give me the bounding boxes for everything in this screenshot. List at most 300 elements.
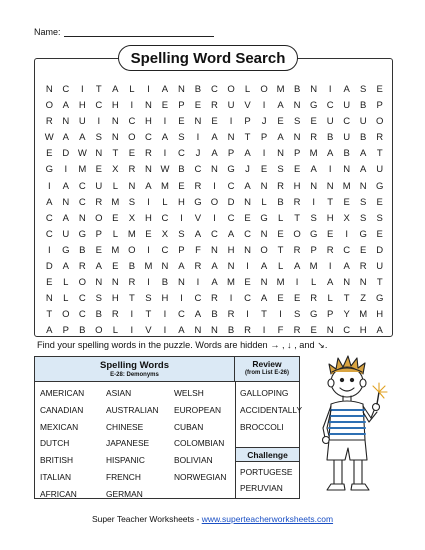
- grid-letter[interactable]: I: [147, 277, 150, 289]
- grid-letter[interactable]: U: [326, 116, 334, 128]
- grid-letter[interactable]: A: [343, 84, 350, 95]
- grid-letter[interactable]: A: [62, 100, 69, 112]
- grid-letter[interactable]: L: [112, 180, 118, 192]
- grid-letter[interactable]: G: [260, 212, 268, 224]
- grid-letter[interactable]: N: [211, 325, 218, 337]
- grid-letter[interactable]: N: [178, 84, 185, 95]
- grid-letter[interactable]: A: [360, 164, 367, 176]
- grid-letter[interactable]: L: [63, 293, 69, 305]
- grid-letter[interactable]: O: [78, 277, 86, 289]
- grid-letter[interactable]: V: [145, 325, 152, 337]
- grid-letter[interactable]: X: [112, 164, 119, 176]
- grid-letter[interactable]: A: [62, 261, 69, 273]
- grid-letter[interactable]: L: [162, 196, 168, 208]
- grid-letter[interactable]: A: [227, 228, 235, 240]
- grid-letter[interactable]: J: [261, 116, 267, 128]
- grid-letter[interactable]: R: [144, 148, 152, 160]
- grid-letter[interactable]: I: [80, 84, 84, 95]
- grid-letter[interactable]: I: [328, 164, 332, 176]
- grid-letter[interactable]: C: [161, 212, 169, 224]
- grid-letter[interactable]: A: [211, 132, 218, 144]
- grid-letter[interactable]: A: [62, 212, 69, 224]
- grid-letter[interactable]: N: [227, 132, 235, 144]
- grid-letter[interactable]: P: [293, 148, 301, 160]
- grid-letter[interactable]: R: [211, 293, 218, 305]
- grid-letter[interactable]: R: [310, 132, 318, 144]
- grid-letter[interactable]: G: [78, 228, 86, 240]
- grid-letter[interactable]: E: [376, 84, 383, 95]
- grid-letter[interactable]: N: [95, 148, 103, 160]
- grid-letter[interactable]: B: [293, 84, 301, 95]
- grid-letter[interactable]: C: [178, 309, 185, 321]
- grid-letter[interactable]: O: [227, 84, 235, 95]
- grid-letter[interactable]: N: [260, 180, 268, 192]
- grid-letter[interactable]: E: [244, 212, 251, 224]
- grid-letter[interactable]: V: [194, 212, 202, 224]
- grid-letter[interactable]: I: [147, 84, 150, 95]
- grid-letter[interactable]: B: [194, 84, 202, 95]
- grid-letter[interactable]: H: [161, 293, 169, 305]
- grid-letter[interactable]: O: [128, 132, 136, 144]
- grid-letter[interactable]: M: [276, 84, 285, 95]
- grid-letter[interactable]: U: [227, 100, 235, 112]
- grid-letter[interactable]: E: [343, 196, 350, 208]
- grid-letter[interactable]: S: [360, 212, 367, 224]
- grid-letter[interactable]: L: [327, 293, 333, 305]
- grid-letter[interactable]: R: [194, 180, 202, 192]
- grid-letter[interactable]: N: [244, 244, 251, 256]
- grid-letter[interactable]: H: [144, 212, 152, 224]
- grid-letter[interactable]: A: [277, 132, 284, 144]
- grid-letter[interactable]: C: [343, 116, 351, 128]
- grid-letter[interactable]: I: [130, 325, 134, 337]
- grid-letter[interactable]: E: [46, 148, 53, 160]
- grid-letter[interactable]: A: [244, 148, 251, 160]
- grid-letter[interactable]: C: [78, 293, 86, 305]
- grid-letter[interactable]: T: [128, 293, 135, 305]
- grid-letter[interactable]: G: [376, 293, 384, 305]
- grid-letter[interactable]: O: [293, 228, 301, 240]
- grid-letter[interactable]: C: [78, 309, 86, 321]
- grid-letter[interactable]: H: [111, 100, 119, 112]
- grid-letter[interactable]: C: [144, 132, 152, 144]
- grid-letter[interactable]: S: [293, 116, 301, 128]
- grid-letter[interactable]: A: [326, 148, 334, 160]
- grid-letter[interactable]: S: [360, 84, 367, 95]
- grid-letter[interactable]: A: [211, 261, 218, 273]
- grid-letter[interactable]: R: [128, 277, 136, 289]
- grid-letter[interactable]: O: [260, 84, 268, 95]
- grid-letter[interactable]: I: [47, 180, 51, 192]
- grid-letter[interactable]: E: [277, 116, 284, 128]
- grid-letter[interactable]: M: [359, 309, 368, 321]
- grid-letter[interactable]: H: [227, 244, 235, 256]
- grid-letter[interactable]: C: [45, 212, 53, 224]
- grid-letter[interactable]: N: [111, 277, 119, 289]
- grid-letter[interactable]: C: [45, 228, 53, 240]
- grid-letter[interactable]: P: [244, 116, 251, 128]
- grid-letter[interactable]: M: [127, 228, 136, 240]
- grid-letter[interactable]: N: [227, 261, 235, 273]
- grid-letter[interactable]: I: [345, 228, 348, 240]
- grid-letter[interactable]: X: [161, 228, 169, 240]
- grid-letter[interactable]: J: [195, 148, 201, 160]
- grid-letter[interactable]: H: [293, 180, 301, 192]
- grid-letter[interactable]: A: [211, 148, 218, 160]
- grid-letter[interactable]: T: [294, 212, 301, 224]
- grid-letter[interactable]: N: [293, 100, 301, 112]
- grid-letter[interactable]: A: [46, 196, 53, 208]
- grid-letter[interactable]: A: [343, 261, 350, 273]
- grid-letter[interactable]: D: [376, 244, 384, 256]
- grid-letter[interactable]: I: [328, 84, 332, 95]
- grid-letter[interactable]: N: [310, 180, 318, 192]
- grid-letter[interactable]: Z: [360, 293, 367, 305]
- grid-letter[interactable]: H: [178, 196, 185, 208]
- grid-letter[interactable]: N: [144, 100, 152, 112]
- grid-letter[interactable]: S: [360, 196, 367, 208]
- grid-letter[interactable]: S: [178, 228, 185, 240]
- grid-letter[interactable]: H: [78, 100, 86, 112]
- grid-letter[interactable]: N: [359, 180, 367, 192]
- grid-letter[interactable]: R: [359, 261, 367, 273]
- grid-letter[interactable]: G: [45, 164, 53, 176]
- grid-letter[interactable]: A: [161, 84, 169, 95]
- grid-letter[interactable]: C: [62, 84, 70, 95]
- grid-letter[interactable]: E: [293, 293, 301, 305]
- grid-letter[interactable]: M: [144, 261, 153, 273]
- grid-letter[interactable]: E: [112, 212, 119, 224]
- grid-letter[interactable]: E: [326, 228, 334, 240]
- grid-letter[interactable]: G: [359, 228, 367, 240]
- grid-letter[interactable]: O: [210, 196, 219, 208]
- grid-letter[interactable]: S: [293, 309, 301, 321]
- grid-letter[interactable]: G: [194, 196, 202, 208]
- grid-letter[interactable]: S: [310, 212, 317, 224]
- grid-letter[interactable]: R: [277, 180, 285, 192]
- grid-letter[interactable]: D: [45, 261, 53, 273]
- grid-letter[interactable]: N: [128, 180, 136, 192]
- grid-letter[interactable]: N: [45, 293, 53, 305]
- grid-letter[interactable]: E: [161, 100, 169, 112]
- grid-letter[interactable]: U: [376, 164, 384, 176]
- grid-letter[interactable]: N: [161, 261, 169, 273]
- grid-letter[interactable]: N: [211, 244, 218, 256]
- grid-letter[interactable]: E: [360, 244, 367, 256]
- grid-letter[interactable]: I: [147, 244, 150, 256]
- grid-letter[interactable]: E: [310, 325, 317, 337]
- grid-letter[interactable]: I: [262, 325, 266, 337]
- grid-letter[interactable]: R: [244, 325, 251, 337]
- grid-letter[interactable]: A: [95, 261, 102, 273]
- grid-letter[interactable]: A: [360, 148, 367, 160]
- grid-letter[interactable]: N: [62, 116, 70, 128]
- grid-letter[interactable]: C: [211, 228, 218, 240]
- grid-letter[interactable]: P: [310, 244, 317, 256]
- grid-letter[interactable]: U: [343, 100, 351, 112]
- grid-letter[interactable]: S: [145, 293, 152, 305]
- grid-letter[interactable]: A: [277, 100, 284, 112]
- grid-letter[interactable]: R: [293, 325, 301, 337]
- grid-letter[interactable]: P: [62, 325, 69, 337]
- grid-letter[interactable]: N: [260, 277, 268, 289]
- grid-letter[interactable]: C: [78, 196, 86, 208]
- grid-letter[interactable]: B: [360, 100, 367, 112]
- grid-letter[interactable]: C: [161, 244, 169, 256]
- grid-letter[interactable]: D: [227, 196, 235, 208]
- grid-letter[interactable]: U: [78, 116, 86, 128]
- grid-letter[interactable]: I: [180, 293, 183, 305]
- grid-letter[interactable]: N: [326, 180, 334, 192]
- grid-letter[interactable]: L: [244, 84, 251, 95]
- grid-letter[interactable]: I: [229, 293, 233, 305]
- grid-letter[interactable]: R: [128, 164, 136, 176]
- grid-letter[interactable]: C: [326, 100, 334, 112]
- grid-letter[interactable]: O: [376, 116, 384, 128]
- grid-letter[interactable]: N: [62, 196, 70, 208]
- grid-letter[interactable]: I: [163, 116, 167, 128]
- grid-letter[interactable]: T: [145, 309, 152, 321]
- grid-letter[interactable]: H: [359, 325, 367, 337]
- grid-letter[interactable]: L: [277, 212, 284, 224]
- grid-letter[interactable]: B: [95, 309, 102, 321]
- grid-letter[interactable]: N: [78, 212, 86, 224]
- grid-letter[interactable]: A: [145, 180, 152, 192]
- grid-letter[interactable]: Y: [343, 309, 350, 321]
- grid-letter[interactable]: T: [95, 84, 102, 95]
- grid-letter[interactable]: O: [45, 100, 53, 112]
- grid-letter[interactable]: I: [262, 148, 266, 160]
- grid-letter[interactable]: N: [310, 84, 318, 95]
- grid-letter[interactable]: E: [376, 228, 383, 240]
- grid-letter[interactable]: E: [260, 164, 268, 176]
- grid-letter[interactable]: D: [62, 148, 70, 160]
- grid-letter[interactable]: C: [227, 180, 235, 192]
- grid-letter[interactable]: A: [46, 325, 53, 337]
- grid-letter[interactable]: C: [343, 244, 351, 256]
- grid-letter[interactable]: T: [277, 244, 284, 256]
- grid-letter[interactable]: U: [95, 180, 103, 192]
- grid-letter[interactable]: X: [343, 212, 350, 224]
- grid-letter[interactable]: E: [112, 261, 119, 273]
- grid-letter[interactable]: O: [128, 244, 136, 256]
- grid-letter[interactable]: N: [45, 84, 53, 95]
- grid-letter[interactable]: T: [376, 277, 383, 289]
- grid-letter[interactable]: E: [194, 100, 202, 112]
- grid-letter[interactable]: N: [359, 277, 367, 289]
- grid-letter[interactable]: S: [376, 212, 383, 224]
- grid-letter[interactable]: R: [194, 261, 202, 273]
- grid-letter[interactable]: B: [343, 148, 350, 160]
- grid-letter[interactable]: I: [163, 309, 167, 321]
- grid-letter[interactable]: A: [244, 180, 251, 192]
- grid-letter[interactable]: H: [326, 212, 334, 224]
- grid-letter[interactable]: M: [227, 277, 235, 289]
- grid-letter[interactable]: A: [293, 261, 301, 273]
- grid-letter[interactable]: N: [277, 148, 285, 160]
- footer-link[interactable]: www.superteacherworksheets.com: [201, 514, 334, 524]
- grid-letter[interactable]: R: [95, 196, 103, 208]
- grid-letter[interactable]: L: [112, 228, 118, 240]
- grid-letter[interactable]: R: [293, 244, 301, 256]
- grid-letter[interactable]: I: [262, 100, 266, 112]
- grid-letter[interactable]: E: [211, 116, 218, 128]
- grid-letter[interactable]: W: [77, 148, 87, 160]
- grid-letter[interactable]: V: [244, 100, 251, 112]
- grid-letter[interactable]: I: [47, 244, 51, 256]
- grid-letter[interactable]: C: [244, 293, 251, 305]
- grid-letter[interactable]: C: [194, 164, 202, 176]
- grid-letter[interactable]: E: [376, 196, 383, 208]
- grid-letter[interactable]: M: [309, 261, 318, 273]
- grid-letter[interactable]: B: [161, 277, 169, 289]
- grid-letter[interactable]: I: [147, 196, 150, 208]
- grid-letter[interactable]: R: [376, 132, 384, 144]
- grid-letter[interactable]: U: [359, 116, 367, 128]
- grid-letter[interactable]: J: [245, 164, 250, 176]
- grid-letter[interactable]: R: [211, 100, 218, 112]
- grid-letter[interactable]: A: [376, 325, 383, 337]
- grid-letter[interactable]: I: [163, 325, 167, 337]
- grid-letter[interactable]: U: [343, 132, 351, 144]
- grid-letter[interactable]: N: [111, 132, 119, 144]
- grid-letter[interactable]: H: [111, 293, 119, 305]
- grid-letter[interactable]: N: [244, 196, 251, 208]
- grid-letter[interactable]: B: [79, 325, 86, 337]
- grid-letter[interactable]: N: [178, 277, 185, 289]
- grid-letter[interactable]: A: [112, 84, 119, 95]
- grid-letter[interactable]: F: [277, 325, 284, 337]
- grid-letter[interactable]: S: [95, 132, 102, 144]
- grid-letter[interactable]: E: [128, 148, 136, 160]
- grid-letter[interactable]: H: [376, 309, 384, 321]
- grid-letter[interactable]: C: [211, 84, 218, 95]
- grid-letter[interactable]: O: [95, 325, 103, 337]
- grid-letter[interactable]: P: [260, 132, 268, 144]
- grid-letter[interactable]: E: [310, 116, 317, 128]
- grid-letter[interactable]: R: [326, 244, 334, 256]
- grid-letter[interactable]: G: [309, 228, 318, 240]
- grid-letter[interactable]: A: [194, 228, 202, 240]
- grid-letter[interactable]: I: [213, 212, 216, 224]
- grid-letter[interactable]: G: [227, 164, 235, 176]
- grid-letter[interactable]: M: [342, 180, 351, 192]
- grid-letter[interactable]: L: [112, 325, 118, 337]
- grid-letter[interactable]: N: [211, 164, 218, 176]
- grid-letter[interactable]: C: [227, 212, 235, 224]
- grid-letter[interactable]: N: [293, 132, 301, 144]
- grid-letter[interactable]: A: [310, 164, 317, 176]
- grid-letter[interactable]: A: [178, 261, 185, 273]
- grid-letter[interactable]: T: [112, 148, 119, 160]
- grid-letter[interactable]: N: [194, 325, 202, 337]
- grid-letter[interactable]: R: [111, 309, 119, 321]
- grid-letter[interactable]: B: [277, 196, 284, 208]
- grid-letter[interactable]: E: [293, 164, 301, 176]
- grid-letter[interactable]: E: [277, 228, 284, 240]
- grid-letter[interactable]: C: [178, 148, 185, 160]
- grid-letter[interactable]: N: [194, 116, 202, 128]
- grid-letter[interactable]: P: [376, 100, 383, 112]
- grid-letter[interactable]: A: [194, 309, 202, 321]
- grid-letter[interactable]: R: [78, 261, 86, 273]
- grid-letter[interactable]: T: [261, 309, 267, 321]
- grid-letter[interactable]: B: [178, 164, 185, 176]
- grid-letter[interactable]: E: [46, 277, 53, 289]
- grid-letter[interactable]: T: [244, 132, 251, 144]
- grid-letter[interactable]: I: [246, 261, 249, 273]
- grid-letter[interactable]: A: [161, 132, 169, 144]
- grid-letter[interactable]: R: [310, 293, 318, 305]
- grid-letter[interactable]: A: [260, 261, 268, 273]
- grid-letter[interactable]: S: [95, 293, 102, 305]
- grid-letter[interactable]: I: [246, 309, 249, 321]
- grid-letter[interactable]: C: [78, 180, 86, 192]
- grid-letter[interactable]: P: [326, 309, 334, 321]
- grid-letter[interactable]: P: [178, 244, 185, 256]
- grid-letter[interactable]: X: [128, 212, 136, 224]
- grid-letter[interactable]: I: [312, 196, 315, 208]
- grid-letter[interactable]: C: [343, 325, 351, 337]
- grid-letter[interactable]: I: [328, 261, 332, 273]
- grid-letter[interactable]: M: [160, 180, 169, 192]
- grid-letter[interactable]: U: [62, 228, 70, 240]
- grid-letter[interactable]: E: [178, 180, 185, 192]
- grid-letter[interactable]: R: [227, 309, 235, 321]
- grid-letter[interactable]: P: [95, 228, 102, 240]
- grid-letter[interactable]: I: [130, 100, 134, 112]
- grid-letter[interactable]: G: [62, 244, 70, 256]
- grid-letter[interactable]: I: [295, 277, 299, 289]
- grid-letter[interactable]: M: [111, 196, 120, 208]
- grid-letter[interactable]: A: [260, 293, 268, 305]
- grid-letter[interactable]: T: [46, 309, 53, 321]
- grid-letter[interactable]: A: [178, 325, 185, 337]
- grid-letter[interactable]: A: [62, 132, 69, 144]
- grid-letter[interactable]: L: [129, 84, 135, 95]
- grid-letter[interactable]: A: [211, 277, 218, 289]
- grid-letter[interactable]: B: [227, 325, 235, 337]
- grid-letter[interactable]: I: [279, 309, 282, 321]
- grid-letter[interactable]: I: [196, 132, 200, 144]
- grid-letter[interactable]: E: [244, 277, 251, 289]
- grid-letter[interactable]: I: [130, 309, 134, 321]
- grid-letter[interactable]: T: [343, 293, 350, 305]
- grid-letter[interactable]: I: [64, 164, 68, 176]
- grid-letter[interactable]: A: [79, 132, 86, 144]
- grid-letter[interactable]: O: [95, 212, 103, 224]
- grid-letter[interactable]: U: [376, 261, 384, 273]
- grid-letter[interactable]: B: [211, 309, 218, 321]
- grid-letter[interactable]: N: [343, 277, 351, 289]
- grid-letter[interactable]: P: [227, 148, 235, 160]
- grid-letter[interactable]: I: [180, 212, 183, 224]
- grid-letter[interactable]: C: [128, 116, 136, 128]
- grid-letter[interactable]: C: [95, 100, 103, 112]
- grid-letter[interactable]: N: [326, 325, 334, 337]
- grid-letter[interactable]: C: [244, 228, 251, 240]
- grid-letter[interactable]: W: [160, 164, 170, 176]
- grid-letter[interactable]: I: [196, 277, 200, 289]
- grid-letter[interactable]: L: [277, 261, 284, 273]
- grid-letter[interactable]: B: [326, 132, 334, 144]
- grid-letter[interactable]: S: [128, 196, 136, 208]
- grid-letter[interactable]: G: [309, 100, 318, 112]
- grid-letter[interactable]: B: [79, 244, 86, 256]
- grid-letter[interactable]: S: [178, 132, 185, 144]
- grid-letter[interactable]: C: [194, 293, 202, 305]
- grid-letter[interactable]: T: [376, 148, 383, 160]
